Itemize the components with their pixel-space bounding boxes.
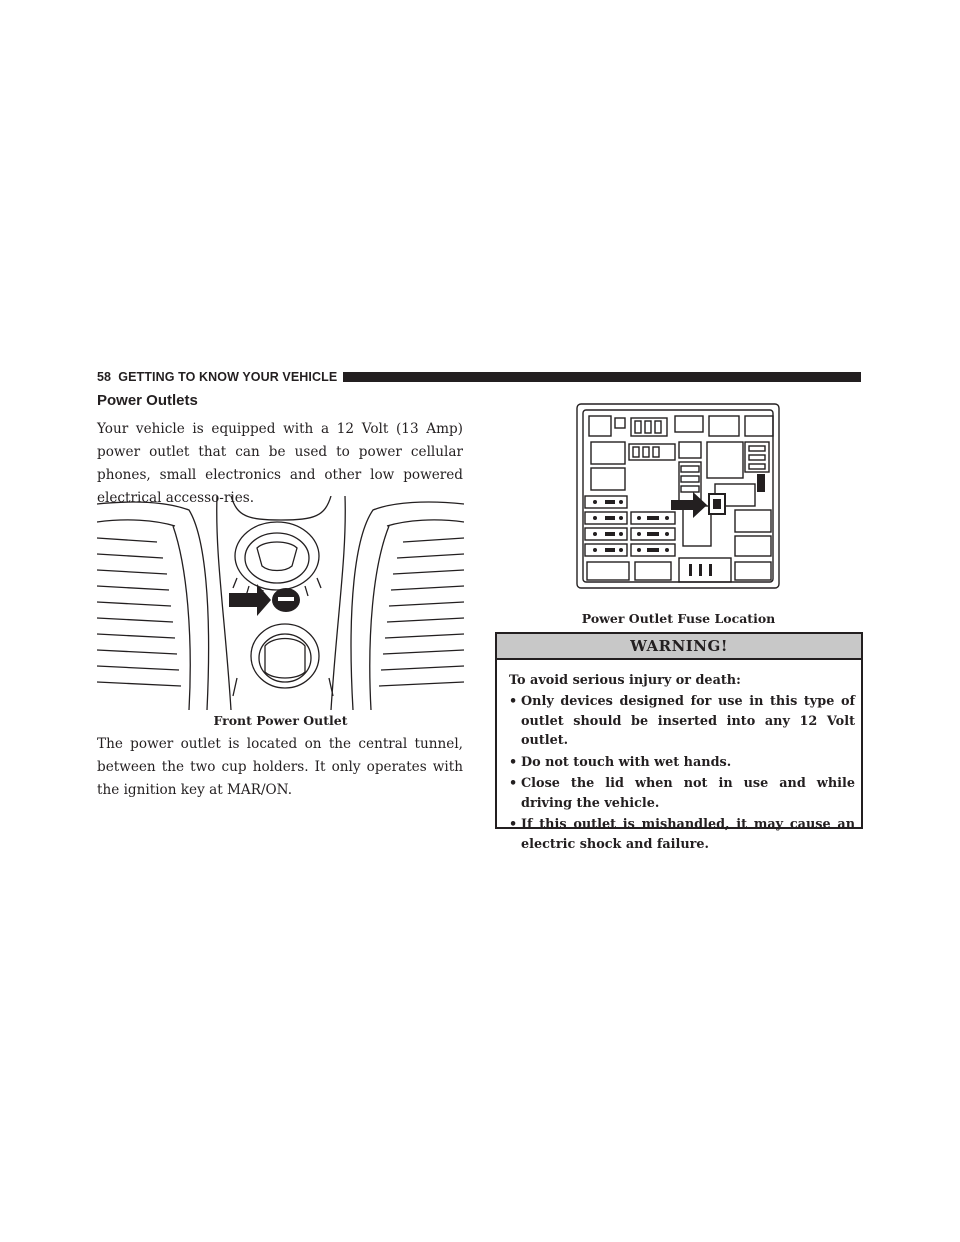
intro-paragraph: Your vehicle is equipped with a 12 Volt (13 Amp) power outlet that can be used to power cellular phones, small electronics and other low powered electrical accesso-ries. (97, 421, 463, 506)
page-header-text (97, 370, 337, 384)
outlet-location-paragraph: The power outlet is located on the central tunnel, between the two cup holders. It only operates with the ignition key at MAR/ON. (97, 736, 463, 798)
warning-box (495, 632, 863, 852)
warning-item-text: Close the lid when not in use and while driving the vehicle. (521, 776, 855, 811)
warning-intro: To avoid serious injury or death: (509, 673, 741, 688)
page-header (97, 368, 861, 386)
fuse-box-drawing (575, 402, 781, 590)
bullet-icon: • (509, 817, 518, 832)
front-power-outlet-caption: Front Power Outlet (213, 713, 348, 728)
fuse-location-caption: Power Outlet Fuse Location (581, 611, 776, 626)
fuse-box-illustration (575, 402, 781, 590)
page-number: 58 (97, 370, 112, 384)
front-power-outlet-drawing (97, 496, 464, 710)
warning-item-text: Only devices designed for use in this type of outlet should be inserted into any 12 Volt outlet. (521, 694, 855, 748)
front-power-outlet-illustration (97, 496, 464, 710)
bullet-icon: • (509, 694, 518, 709)
section-title: Power Outlets (97, 392, 198, 409)
warning-list (497, 692, 861, 854)
warning-item (509, 774, 855, 813)
bullet-icon: • (509, 776, 518, 791)
warning-item-text: Do not touch with wet hands. (521, 754, 732, 770)
bullet-icon: • (509, 754, 518, 770)
warning-title: WARNING! (497, 634, 861, 660)
warning-item-text: If this outlet is mishandled, it may cause an electric shock and failure. (521, 817, 855, 852)
header-rule (343, 372, 861, 382)
warning-item (509, 815, 855, 854)
warning-item (509, 753, 855, 773)
warning-item (509, 692, 855, 751)
chapter-title: GETTING TO KNOW YOUR VEHICLE (118, 370, 338, 384)
